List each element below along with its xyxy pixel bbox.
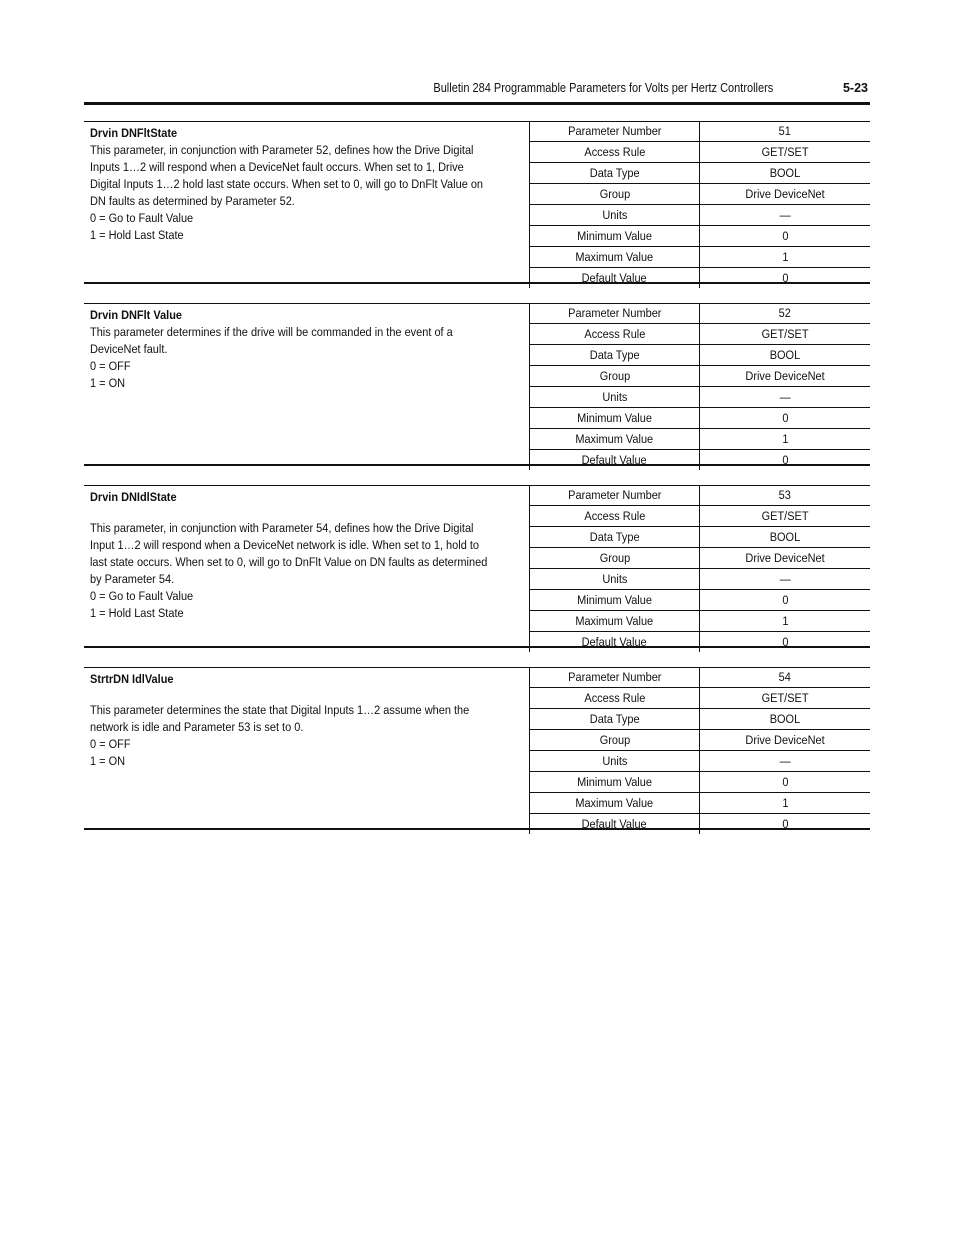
param-value-cell: 54 bbox=[700, 667, 871, 688]
param-value-cell: 0 bbox=[700, 407, 871, 428]
table-row bbox=[530, 813, 871, 834]
table-row bbox=[530, 303, 871, 324]
table-row bbox=[530, 792, 871, 813]
param-value-cell: 51 bbox=[700, 121, 871, 142]
param-value-cell: BOOL bbox=[700, 708, 871, 729]
param-label-cell: Minimum Value bbox=[530, 407, 700, 428]
param-label-cell: Maximum Value bbox=[530, 428, 700, 449]
param-label-cell: Parameter Number bbox=[530, 667, 700, 688]
parameter-table bbox=[529, 485, 870, 652]
description-line: 0 = OFF bbox=[90, 359, 131, 373]
param-value-cell: 1 bbox=[700, 246, 871, 267]
description-line: This parameter, in conjunction with Parameter 54, defines how the Drive Digital bbox=[90, 521, 474, 535]
table-row bbox=[530, 407, 871, 428]
description-line: 1 = Hold Last State bbox=[90, 606, 184, 620]
param-label-cell: Data Type bbox=[530, 162, 700, 183]
param-value-cell: 0 bbox=[700, 225, 871, 246]
table-row bbox=[530, 121, 871, 142]
param-label-cell: Default Value bbox=[530, 449, 700, 470]
param-label-cell: Minimum Value bbox=[530, 771, 700, 792]
param-label-cell: Maximum Value bbox=[530, 792, 700, 813]
description-line: 0 = Go to Fault Value bbox=[90, 589, 194, 603]
param-label-cell: Parameter Number bbox=[530, 303, 700, 324]
parameter-block bbox=[84, 121, 870, 284]
param-label-cell: Units bbox=[530, 204, 700, 225]
param-label-cell: Default Value bbox=[530, 631, 700, 652]
parameter-block bbox=[84, 485, 870, 648]
page-number: 5-23 bbox=[842, 81, 868, 95]
param-label-cell: Data Type bbox=[530, 526, 700, 547]
param-value-cell: Drive DeviceNet bbox=[700, 729, 871, 750]
parameter-block bbox=[84, 667, 870, 830]
param-value-cell: 1 bbox=[700, 428, 871, 449]
param-value-cell: GET/SET bbox=[700, 141, 871, 162]
param-value-cell: Drive DeviceNet bbox=[700, 547, 871, 568]
param-value-cell: Drive DeviceNet bbox=[700, 183, 871, 204]
parameter-table bbox=[529, 303, 870, 470]
param-value-cell: Drive DeviceNet bbox=[700, 365, 871, 386]
description-line: Digital Inputs 1…2 hold last state occurs. When set to 0, will go to DnFlt Value on bbox=[90, 177, 484, 191]
table-row bbox=[530, 267, 871, 288]
parameter-description bbox=[90, 671, 520, 770]
table-row bbox=[530, 449, 871, 470]
description-line: Inputs 1…2 will respond when a DeviceNet fault occurs. When set to 1, Drive bbox=[90, 160, 464, 174]
table-row bbox=[530, 687, 871, 708]
param-label-cell: Maximum Value bbox=[530, 246, 700, 267]
table-row bbox=[530, 428, 871, 449]
table-row bbox=[530, 485, 871, 506]
param-value-cell: 53 bbox=[700, 485, 871, 506]
parameter-description bbox=[90, 125, 520, 244]
description-line: 1 = Hold Last State bbox=[90, 228, 184, 242]
param-label-cell: Minimum Value bbox=[530, 225, 700, 246]
param-value-cell: 0 bbox=[700, 267, 871, 288]
parameter-table bbox=[529, 667, 870, 834]
table-row bbox=[530, 386, 871, 407]
table-row bbox=[530, 141, 871, 162]
param-label-cell: Group bbox=[530, 365, 700, 386]
param-label-cell: Default Value bbox=[530, 813, 700, 834]
table-row bbox=[530, 526, 871, 547]
description-line: DeviceNet fault. bbox=[90, 342, 168, 356]
header-rule bbox=[84, 102, 870, 105]
param-value-cell: 0 bbox=[700, 589, 871, 610]
table-row bbox=[530, 246, 871, 267]
description-line: DN faults as determined by Parameter 52. bbox=[90, 194, 295, 208]
table-row bbox=[530, 505, 871, 526]
table-row bbox=[530, 183, 871, 204]
table-row bbox=[530, 365, 871, 386]
parameter-description bbox=[90, 307, 520, 392]
param-value-cell: 0 bbox=[700, 631, 871, 652]
param-label-cell: Access Rule bbox=[530, 141, 700, 162]
parameter-name: Drvin DNFltState bbox=[90, 126, 178, 140]
param-label-cell: Group bbox=[530, 729, 700, 750]
param-value-cell: BOOL bbox=[700, 344, 871, 365]
param-label-cell: Access Rule bbox=[530, 505, 700, 526]
parameter-name: StrtrDN IdlValue bbox=[90, 672, 174, 686]
table-row bbox=[530, 750, 871, 771]
param-value-cell: GET/SET bbox=[700, 687, 871, 708]
page-header bbox=[84, 81, 870, 103]
parameter-table bbox=[529, 121, 870, 288]
param-value-cell: GET/SET bbox=[700, 505, 871, 526]
parameter-block bbox=[84, 303, 870, 466]
param-label-cell: Units bbox=[530, 568, 700, 589]
description-line: Input 1…2 will respond when a DeviceNet network is idle. When set to 1, hold to bbox=[90, 538, 479, 552]
table-row bbox=[530, 225, 871, 246]
table-row bbox=[530, 344, 871, 365]
description-line: 0 = Go to Fault Value bbox=[90, 211, 194, 225]
table-row bbox=[530, 547, 871, 568]
param-label-cell: Maximum Value bbox=[530, 610, 700, 631]
description-line: 1 = ON bbox=[90, 376, 126, 390]
description-line: network is idle and Parameter 53 is set to 0. bbox=[90, 720, 304, 734]
table-row bbox=[530, 771, 871, 792]
header-title: Bulletin 284 Programmable Parameters for Volts per Hertz Controllers bbox=[433, 81, 773, 95]
param-label-cell: Units bbox=[530, 386, 700, 407]
description-line: by Parameter 54. bbox=[90, 572, 175, 586]
param-label-cell: Parameter Number bbox=[530, 121, 700, 142]
table-row bbox=[530, 568, 871, 589]
param-value-cell: 0 bbox=[700, 449, 871, 470]
param-label-cell: Default Value bbox=[530, 267, 700, 288]
description-line: This parameter determines if the drive will be commanded in the event of a bbox=[90, 325, 453, 339]
table-row bbox=[530, 162, 871, 183]
param-value-cell: BOOL bbox=[700, 162, 871, 183]
param-value-cell: 0 bbox=[700, 813, 871, 834]
param-label-cell: Data Type bbox=[530, 344, 700, 365]
param-label-cell: Group bbox=[530, 547, 700, 568]
description-line: last state occurs. When set to 0, will go to DnFlt Value on DN faults as determined bbox=[90, 555, 488, 569]
table-row bbox=[530, 204, 871, 225]
param-label-cell: Parameter Number bbox=[530, 485, 700, 506]
parameter-name: Drvin DNIdlState bbox=[90, 490, 177, 504]
param-label-cell: Access Rule bbox=[530, 323, 700, 344]
param-value-cell: — bbox=[700, 568, 871, 589]
param-value-cell: GET/SET bbox=[700, 323, 871, 344]
table-row bbox=[530, 631, 871, 652]
table-row bbox=[530, 323, 871, 344]
description-line: This parameter determines the state that Digital Inputs 1…2 assume when the bbox=[90, 703, 470, 717]
param-value-cell: BOOL bbox=[700, 526, 871, 547]
param-label-cell: Access Rule bbox=[530, 687, 700, 708]
table-row bbox=[530, 708, 871, 729]
param-value-cell: — bbox=[700, 386, 871, 407]
parameter-description bbox=[90, 489, 520, 622]
param-label-cell: Units bbox=[530, 750, 700, 771]
parameter-name: Drvin DNFlt Value bbox=[90, 308, 183, 322]
param-label-cell: Minimum Value bbox=[530, 589, 700, 610]
param-value-cell: 52 bbox=[700, 303, 871, 324]
param-value-cell: 0 bbox=[700, 771, 871, 792]
table-row bbox=[530, 589, 871, 610]
description-line: 1 = ON bbox=[90, 754, 126, 768]
param-label-cell: Group bbox=[530, 183, 700, 204]
table-row bbox=[530, 667, 871, 688]
param-value-cell: 1 bbox=[700, 610, 871, 631]
param-value-cell: — bbox=[700, 204, 871, 225]
param-label-cell: Data Type bbox=[530, 708, 700, 729]
table-row bbox=[530, 729, 871, 750]
description-line: This parameter, in conjunction with Parameter 52, defines how the Drive Digital bbox=[90, 143, 474, 157]
param-value-cell: — bbox=[700, 750, 871, 771]
description-line: 0 = OFF bbox=[90, 737, 131, 751]
table-row bbox=[530, 610, 871, 631]
param-value-cell: 1 bbox=[700, 792, 871, 813]
